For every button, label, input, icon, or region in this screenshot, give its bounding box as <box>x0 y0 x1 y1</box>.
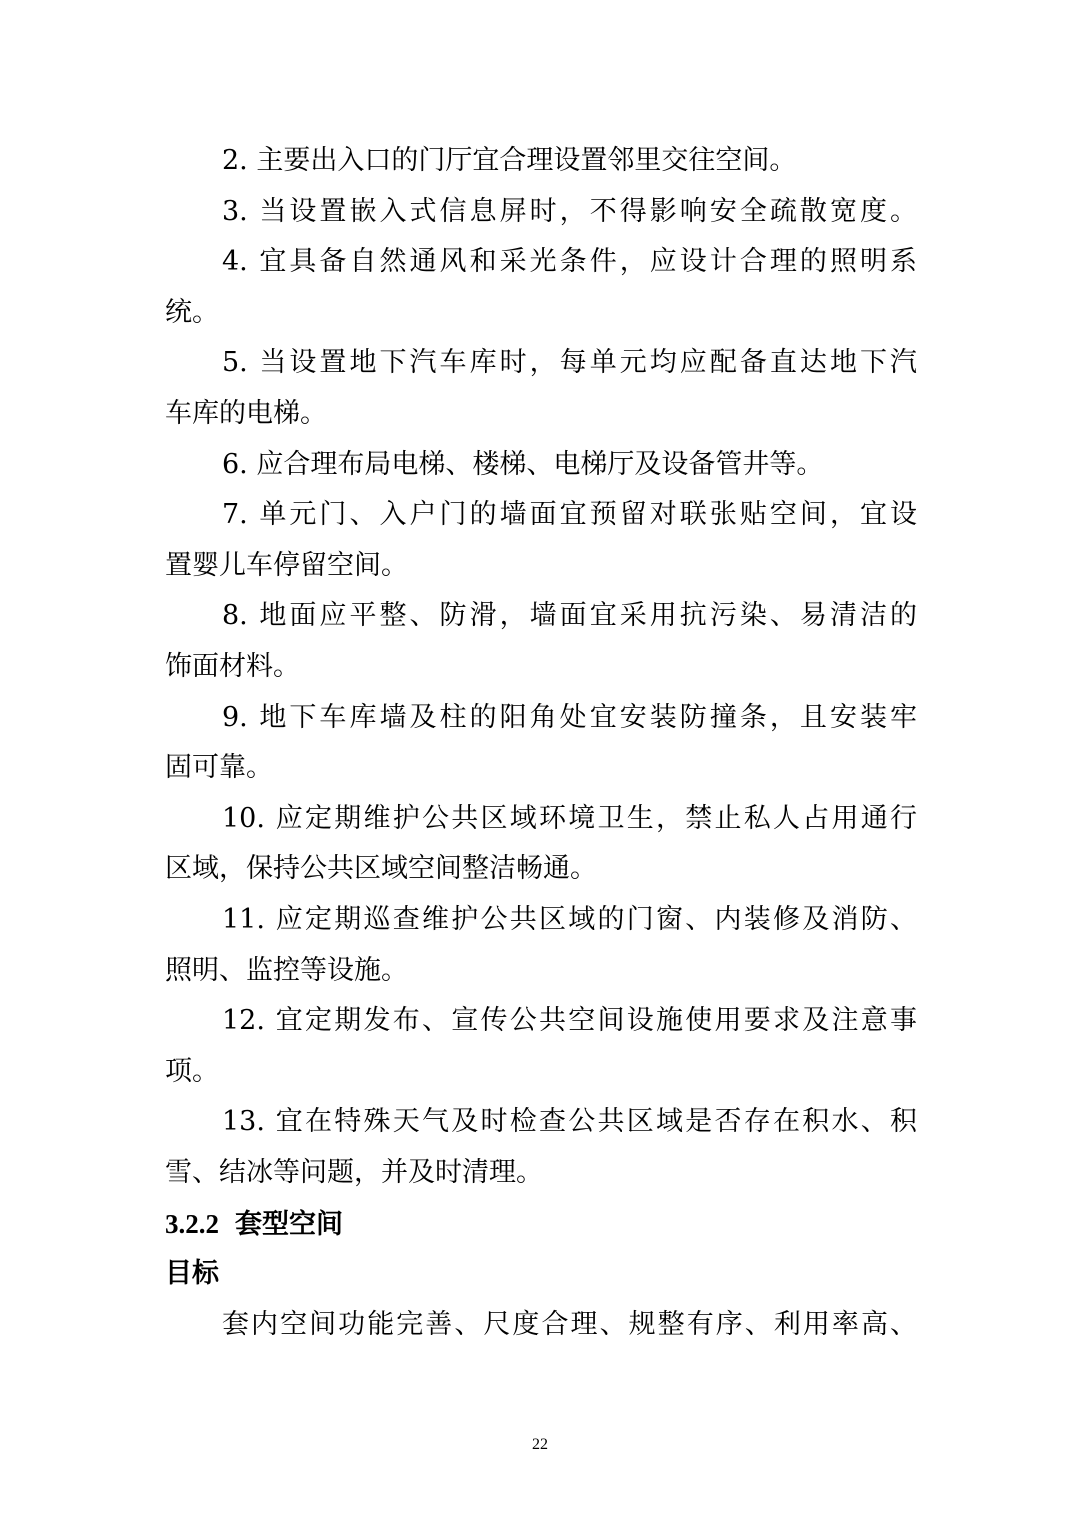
section-title: 套型空间 <box>235 1209 343 1240</box>
paragraph-line: 9. 地下车库墙及柱的阳角处宜安装防撞条，且安装牢 <box>222 702 917 733</box>
paragraph-line: 3. 当设置嵌入式信息屏时，不得影响安全疏散宽度。 <box>222 196 917 227</box>
paragraph-line: 套内空间功能完善、尺度合理、规整有序、利用率高、 <box>222 1309 917 1340</box>
paragraph-line: 4. 宜具备自然通风和采光条件，应设计合理的照明系 <box>222 246 917 277</box>
paragraph-line: 照明、监控等设施。 <box>165 955 408 986</box>
paragraph-line: 车库的电梯。 <box>165 398 327 429</box>
paragraph-line: 置婴儿车停留空间。 <box>165 550 408 581</box>
subheading: 目标 <box>165 1258 219 1289</box>
paragraph-line: 项。 <box>165 1056 219 1087</box>
paragraph-line: 11. 应定期巡查维护公共区域的门窗、内装修及消防、 <box>222 904 917 935</box>
paragraph-line: 10. 应定期维护公共区域环境卫生，禁止私人占用通行 <box>222 803 917 834</box>
paragraph-line: 5. 当设置地下汽车库时，每单元均应配备直达地下汽 <box>222 347 917 378</box>
paragraph-line: 8. 地面应平整、防滑，墙面宜采用抗污染、易清洁的 <box>222 600 917 631</box>
section-number: 3.2.2 <box>165 1209 219 1239</box>
paragraph-line: 2. 主要出入口的门厅宜合理设置邻里交往空间。 <box>222 145 797 176</box>
paragraph-line: 7. 单元门、入户门的墙面宜预留对联张贴空间，宜设 <box>222 499 917 530</box>
paragraph-line: 区域，保持公共区域空间整洁畅通。 <box>165 853 597 884</box>
paragraph-line: 固可靠。 <box>165 752 273 783</box>
paragraph-line: 6. 应合理布局电梯、楼梯、电梯厅及设备管井等。 <box>222 449 824 480</box>
paragraph-line: 12. 宜定期发布、宣传公共空间设施使用要求及注意事 <box>222 1005 917 1036</box>
section-heading <box>165 1205 917 1243</box>
page-number: 22 <box>532 1436 548 1453</box>
paragraph-line: 统。 <box>165 297 219 328</box>
paragraph-line: 雪、结冰等问题，并及时清理。 <box>165 1157 543 1188</box>
paragraph-line: 饰面材料。 <box>165 651 300 682</box>
paragraph-line: 13. 宜在特殊天气及时检查公共区域是否存在积水、积 <box>222 1106 917 1137</box>
